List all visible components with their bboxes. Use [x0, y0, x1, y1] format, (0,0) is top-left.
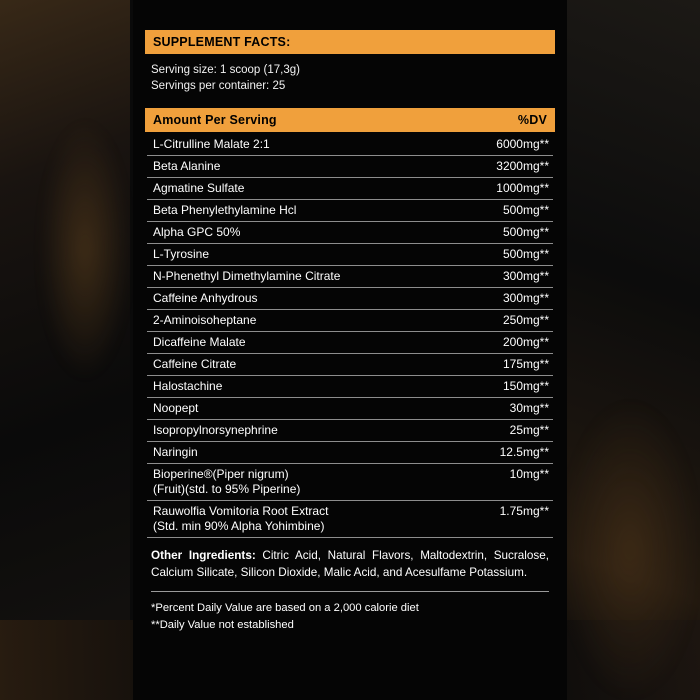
servings-per-container: Servings per container: 25: [151, 80, 286, 92]
daily-value-header: %DV: [517, 113, 547, 127]
ingredient-name: Halostachine: [153, 379, 223, 393]
ingredient-name-line2: (Fruit)(std. to 95% Piperine): [153, 482, 301, 496]
ingredient-amount: 1000mg**: [496, 181, 549, 195]
table-row: [147, 310, 553, 332]
table-row: [147, 134, 553, 156]
footnote-daily-value-basis: *Percent Daily Value are based on a 2,000 calorie diet: [151, 602, 419, 614]
table-row: [147, 398, 553, 420]
ingredient-name: Noopept: [153, 401, 199, 415]
table-row: [147, 178, 553, 200]
ingredient-amount: 500mg**: [502, 247, 549, 261]
ingredient-name: Agmatine Sulfate: [153, 181, 245, 195]
ingredient-name: L-Tyrosine: [153, 247, 210, 261]
ingredient-name: 2-Aminoisoheptane: [153, 313, 257, 327]
ingredient-amount: 250mg**: [502, 313, 549, 327]
label-panel: [133, 0, 567, 700]
table-row: [147, 266, 553, 288]
table-row: [147, 420, 553, 442]
background-glow-left: [40, 120, 130, 380]
ingredient-name: Caffeine Citrate: [153, 357, 237, 371]
ingredient-amount: 1.75mg**: [499, 504, 549, 518]
serving-info: [145, 54, 555, 100]
label-content: [145, 30, 555, 634]
ingredient-name: L-Citrulline Malate 2:1: [153, 137, 270, 151]
ingredient-amount: 175mg**: [502, 357, 549, 371]
table-row: [147, 244, 553, 266]
ingredient-amount: 500mg**: [502, 203, 549, 217]
ingredient-name: Beta Alanine: [153, 159, 221, 173]
ingredient-amount: 200mg**: [502, 335, 549, 349]
ingredient-name: Rauwolfia Vomitoria Root Extract (Std. min 90% Alpha Yohimbine): [153, 504, 329, 533]
table-row: [147, 332, 553, 354]
serving-size: Serving size: 1 scoop (17,3g): [151, 64, 300, 76]
ingredient-amount: 25mg**: [509, 423, 549, 437]
ingredient-amount: 150mg**: [502, 379, 549, 393]
amount-per-serving-label: Amount Per Serving: [153, 113, 277, 127]
ingredient-name: Beta Phenylethylamine Hcl: [153, 203, 297, 217]
ingredient-amount: 10mg**: [509, 467, 549, 481]
ingredient-table: [145, 134, 555, 538]
background-glow-right: [560, 400, 700, 700]
ingredient-name: Alpha GPC 50%: [153, 225, 241, 239]
ingredient-amount: 3200mg**: [496, 159, 549, 173]
table-row: [147, 288, 553, 310]
table-row: [147, 501, 553, 538]
ingredient-name: Bioperine®(Piper nigrum) (Fruit)(std. to 95% Piperine): [153, 467, 301, 496]
ingredient-amount: 12.5mg**: [499, 445, 549, 459]
ingredient-name: Naringin: [153, 445, 198, 459]
ingredient-name: Isopropylnorsynephrine: [153, 423, 278, 437]
footnote-dv-not-established: **Daily Value not established: [151, 619, 294, 631]
table-row: [147, 442, 553, 464]
amount-per-serving-header: [145, 108, 555, 132]
table-row: [147, 200, 553, 222]
table-row: [147, 376, 553, 398]
footnotes: [145, 592, 555, 634]
ingredient-name-line2: (Std. min 90% Alpha Yohimbine): [153, 519, 325, 533]
table-row: [147, 354, 553, 376]
ingredient-amount: 6000mg**: [496, 137, 549, 151]
table-row: [147, 464, 553, 501]
ingredient-amount: 300mg**: [502, 269, 549, 283]
ingredient-name: Dicaffeine Malate: [153, 335, 246, 349]
table-row: [147, 156, 553, 178]
ingredient-amount: 500mg**: [502, 225, 549, 239]
ingredient-amount: 30mg**: [509, 401, 549, 415]
supplement-facts-title: SUPPLEMENT FACTS:: [145, 30, 555, 54]
ingredient-name: N-Phenethyl Dimethylamine Citrate: [153, 269, 341, 283]
other-ingredients: [145, 547, 555, 581]
other-ingredients-label: Other Ingredients:: [151, 549, 256, 562]
ingredient-amount: 300mg**: [502, 291, 549, 305]
table-row: [147, 222, 553, 244]
ingredient-name: Caffeine Anhydrous: [153, 291, 258, 305]
other-ingredients-text: Citric Acid, Natural Flavors, Maltodextrin, Sucralose, Calcium Silicate, Silicon Dioxide, Malic Acid, and Acesulfame Potassium.: [151, 549, 549, 579]
